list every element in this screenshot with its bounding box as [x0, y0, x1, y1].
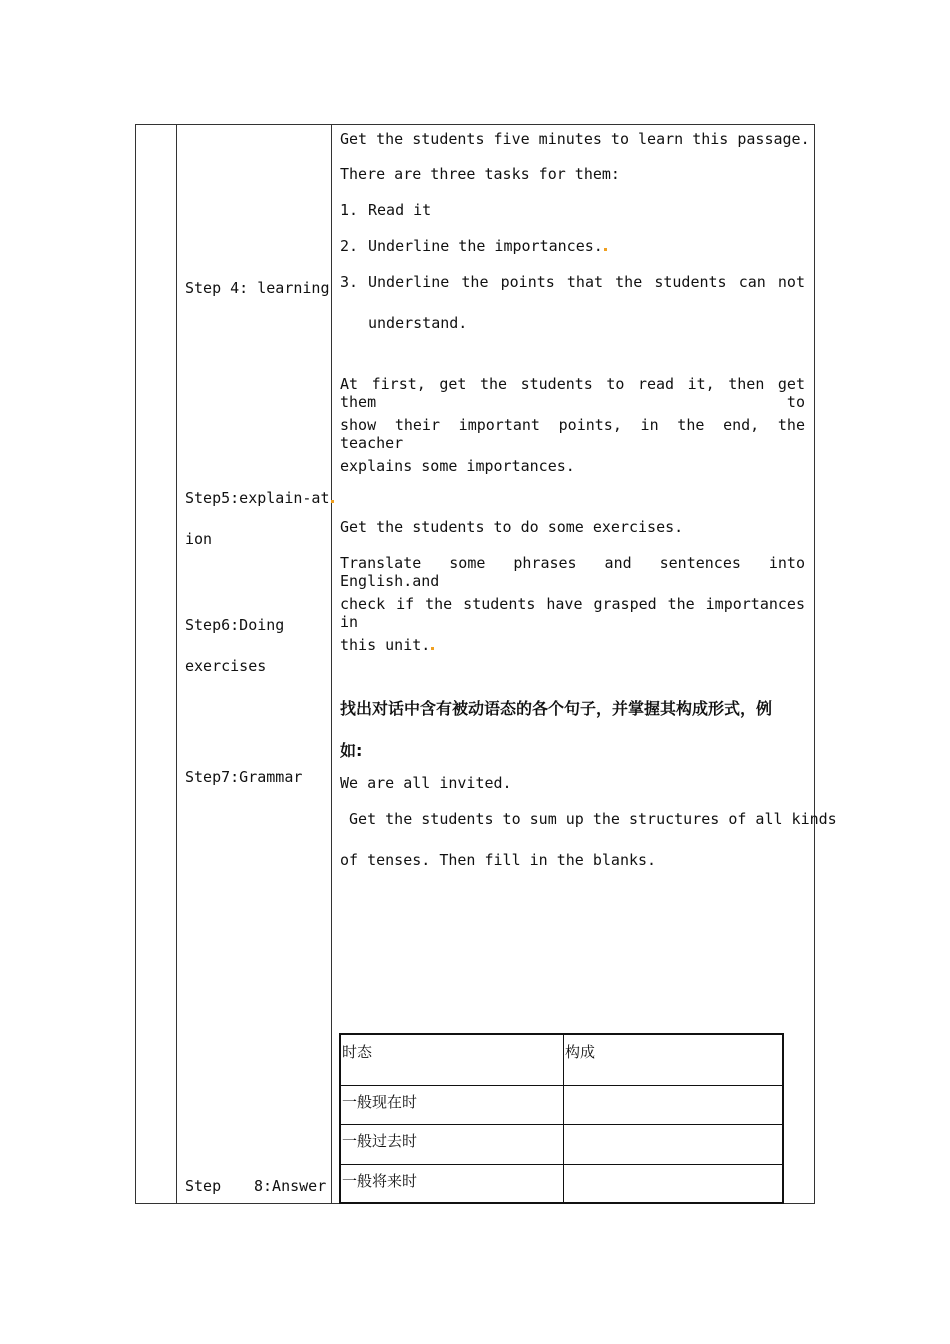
table-cell: 一般现在时	[342, 1093, 418, 1111]
grammar-instruction: 找出对话中含有被动语态的各个句子，并掌握其构成形式，例	[340, 699, 773, 718]
table-cell: 一般过去时	[342, 1132, 418, 1150]
task-item: Read it	[368, 201, 432, 219]
task-number: 2.	[340, 237, 359, 255]
content-line: of tenses. Then fill in the blanks.	[340, 851, 657, 869]
content-line: There are three tasks for them:	[340, 165, 620, 183]
content-line: this unit.	[340, 636, 434, 654]
step-8-label: Step	[185, 1177, 222, 1195]
table-row	[341, 1124, 782, 1125]
table-cell: 一般将来时	[342, 1172, 418, 1190]
mark-icon	[431, 647, 434, 650]
grammar-instruction-cont: 如:	[340, 741, 363, 760]
table-divider	[563, 1035, 564, 1202]
task-number: 3.	[340, 273, 359, 291]
table-header-structure: 构成	[565, 1043, 596, 1061]
step-7-label: Step7:Grammar	[185, 768, 303, 786]
mark-icon	[331, 500, 334, 503]
table-row	[341, 1085, 782, 1086]
step-8-label-cont: 8:Answer	[254, 1177, 327, 1195]
column-divider	[176, 124, 177, 1204]
content-line: Get the students five minutes to learn this passage.	[340, 130, 810, 148]
task-item-cont: understand.	[368, 314, 468, 332]
step-5-label: Step5:explain-at	[185, 489, 334, 507]
table-header-tense: 时态	[342, 1043, 373, 1061]
column-divider	[331, 124, 332, 1204]
mark-icon	[604, 248, 607, 251]
grammar-example: We are all invited.	[340, 774, 512, 792]
content-line: explains some importances.	[340, 457, 575, 475]
step-4-label: Step 4: learning	[185, 279, 330, 297]
step-5-label-cont: ion	[185, 530, 213, 548]
content-line: At first, get the students to read it, then get them to	[340, 375, 805, 411]
content-line: show their important points, in the end, the teacher	[340, 416, 805, 452]
content-line: Get the students to sum up the structures of all kinds	[340, 810, 837, 828]
content-line: Get the students to do some exercises.	[340, 518, 684, 536]
content-line: check if the students have grasped the importances in	[340, 595, 805, 631]
content-line: Translate some phrases and sentences into English.and	[340, 554, 805, 590]
task-item: Underline the points that the students can not	[368, 273, 805, 291]
step-6-label: Step6:Doing	[185, 616, 285, 634]
table-row	[341, 1164, 782, 1165]
task-number: 1.	[340, 201, 359, 219]
task-item: Underline the importances.	[368, 237, 607, 255]
step-6-label-cont: exercises	[185, 657, 267, 675]
tense-table	[339, 1033, 784, 1204]
